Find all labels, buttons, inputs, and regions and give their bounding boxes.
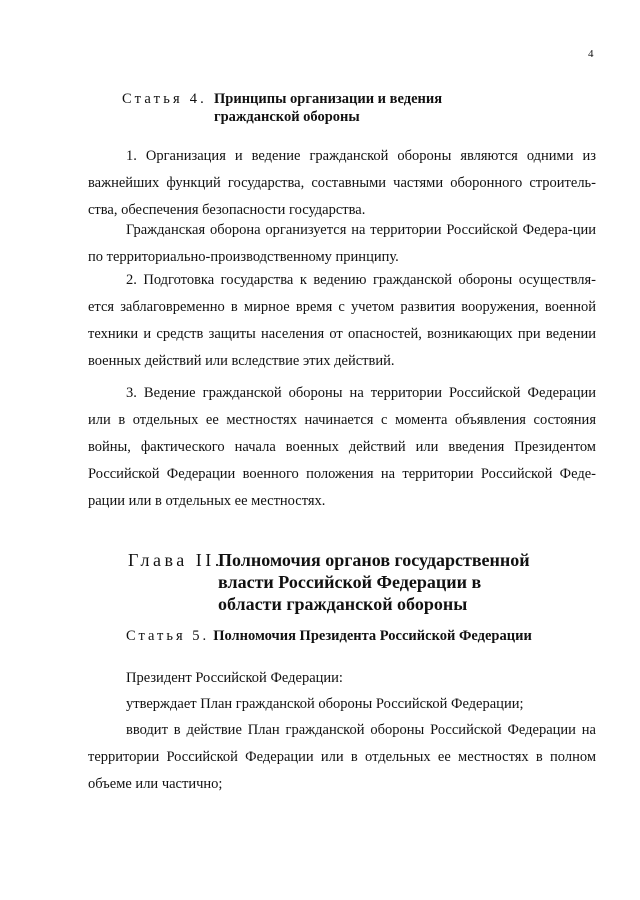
article-5-paragraph: вводит в действие План гражданской обороны Российской Федерации на территории Российской Федерации или в отдельных ее местностях в полном объеме или частично; [88,722,596,792]
article-5-heading [126,627,532,645]
article-4-paragraph: 1. Организация и ведение гражданской обороны являются одними из важнейших функций государства, составными частями оборонного строитель-ства, обеспечения безопасности государства. [88,148,596,218]
page-number: 4 [588,48,594,60]
article-4-title: Принципы организации и ведения гражданской обороны [214,91,443,125]
chapter-2-title: Полномочия органов государственной власти Российской Федерации в области гражданской обороны [218,550,530,614]
article-4-paragraph: 3. Ведение гражданской обороны на территории Российской Федерации или в отдельных ее местностях начинается с момента объявления состояния войны, фактического начала военных действий или введения Президентом Российской Федерации военного положения на территории Российской Феде-рации или в отдельных ее местностях. [88,385,596,509]
article-5-label: Статья 5. [126,628,210,644]
article-4-heading [122,90,474,126]
article-4-label: Статья 4. [122,91,207,107]
article-5-title: Полномочия Президента Российской Федерации [213,628,532,644]
chapter-2-label: Глава II. [128,550,223,570]
chapter-2-heading [128,549,548,615]
article-4-paragraph: 2. Подготовка государства к ведению гражданской обороны осуществля-ется заблаговременно в мирное время с учетом развития вооружения, военной техники и средств защиты населения от опасностей, возникающих при ведении военных действий или вследствие этих действий. [88,272,596,369]
article-5-paragraph: Президент Российской Федерации: [126,670,343,686]
article-5-paragraph: утверждает План гражданской обороны Российской Федерации; [126,696,524,712]
article-4-paragraph: Гражданская оборона организуется на территории Российской Федера-ции по территориально-производственному принципу. [88,222,596,265]
